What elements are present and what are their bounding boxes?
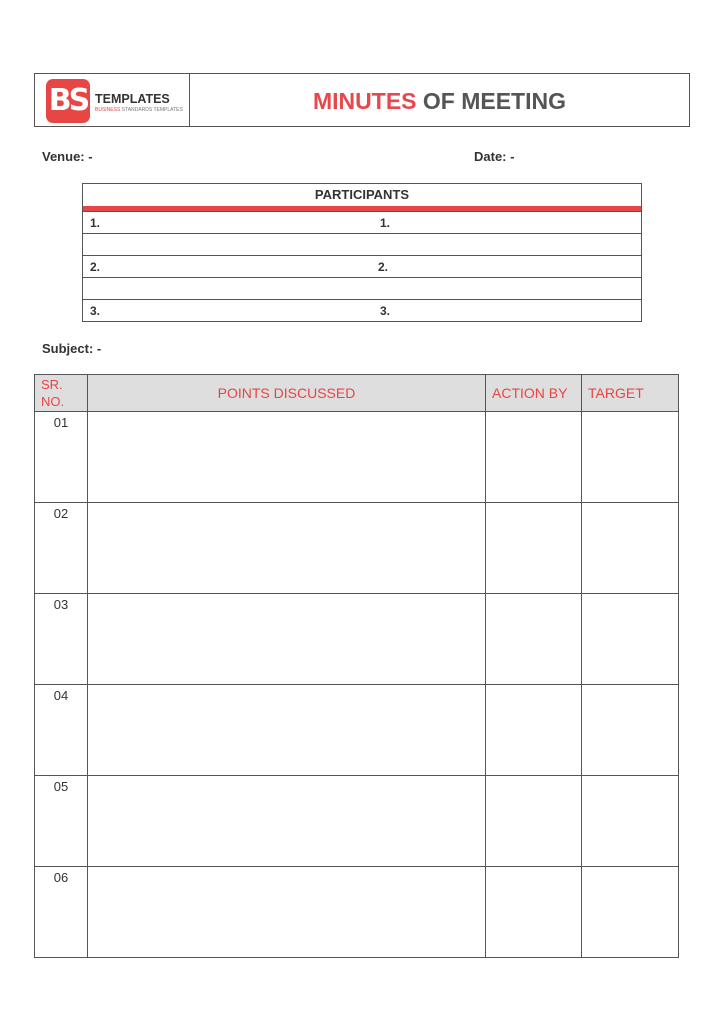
col-header-target: TARGET xyxy=(582,375,679,412)
action-cell[interactable] xyxy=(486,503,582,594)
col-header-action-by: ACTION BY xyxy=(486,375,582,412)
table-row xyxy=(35,412,679,503)
table-row xyxy=(35,685,679,776)
points-cell[interactable] xyxy=(88,503,486,594)
participants-table xyxy=(82,183,642,322)
date-field: Date: - xyxy=(474,149,515,164)
participant-row xyxy=(83,277,641,299)
minutes-header-row xyxy=(35,375,679,412)
points-cell[interactable] xyxy=(88,685,486,776)
title-part-minutes: MINUTES xyxy=(313,88,417,114)
target-cell[interactable] xyxy=(582,776,679,867)
action-cell[interactable] xyxy=(486,412,582,503)
logo-tagline xyxy=(95,107,183,113)
participant-row xyxy=(83,299,641,321)
target-cell[interactable] xyxy=(582,412,679,503)
row-number: 02 xyxy=(35,503,88,594)
row-number: 04 xyxy=(35,685,88,776)
participant-right: 3. xyxy=(380,304,391,318)
document-header xyxy=(34,73,690,127)
row-number: 05 xyxy=(35,776,88,867)
sr-label: SR. xyxy=(41,377,63,392)
participant-right: 1. xyxy=(380,216,391,230)
participant-left: 1. xyxy=(90,216,101,230)
action-cell[interactable] xyxy=(486,685,582,776)
participant-left: 2. xyxy=(90,260,101,274)
points-cell[interactable] xyxy=(88,594,486,685)
participants-heading: PARTICIPANTS xyxy=(83,184,641,211)
venue-field: Venue: - xyxy=(42,149,93,164)
participant-row xyxy=(83,233,641,255)
participant-right: 2. xyxy=(378,260,389,274)
points-cell[interactable] xyxy=(88,412,486,503)
table-row xyxy=(35,503,679,594)
minutes-table xyxy=(34,374,679,958)
participant-row xyxy=(83,255,641,277)
target-cell[interactable] xyxy=(582,594,679,685)
row-number: 01 xyxy=(35,412,88,503)
participant-left: 3. xyxy=(90,304,101,318)
action-cell[interactable] xyxy=(486,867,582,958)
target-cell[interactable] xyxy=(582,685,679,776)
table-row xyxy=(35,776,679,867)
row-number: 03 xyxy=(35,594,88,685)
title-part-of-meeting: OF MEETING xyxy=(416,88,566,114)
logo-name: TEMPLATES xyxy=(95,92,170,106)
target-cell[interactable] xyxy=(582,503,679,594)
table-row xyxy=(35,594,679,685)
subject-field: Subject: - xyxy=(42,341,102,356)
participant-row xyxy=(83,211,641,233)
action-cell[interactable] xyxy=(486,594,582,685)
action-cell[interactable] xyxy=(486,776,582,867)
document-title xyxy=(190,74,689,126)
no-label: NO. xyxy=(41,394,65,409)
logo-tagline-rest: STANDARDS TEMPLATES xyxy=(120,107,183,113)
table-row xyxy=(35,867,679,958)
points-cell[interactable] xyxy=(88,776,486,867)
logo-mark: BS xyxy=(46,79,90,123)
target-cell[interactable] xyxy=(582,867,679,958)
col-header-sr-no xyxy=(35,375,88,412)
logo xyxy=(35,74,190,126)
logo-tagline-highlight: BUSINESS xyxy=(95,107,121,113)
row-number: 06 xyxy=(35,867,88,958)
points-cell[interactable] xyxy=(88,867,486,958)
col-header-points-discussed: POINTS DISCUSSED xyxy=(88,375,486,412)
